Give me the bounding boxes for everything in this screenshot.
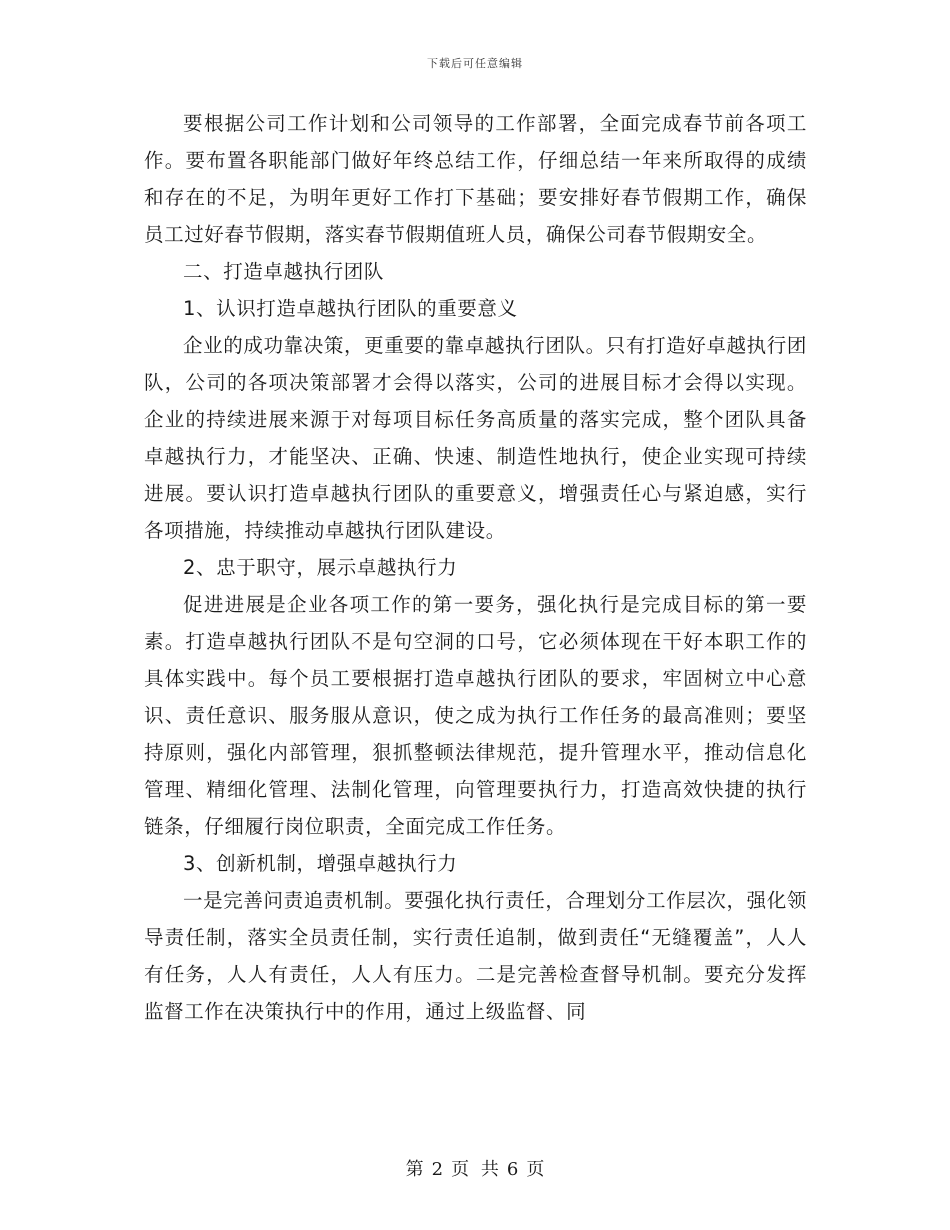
footer-middle: 页 共 — [451, 1159, 499, 1180]
subheading-duty: 2、忠于职守，展示卓越执行力 — [183, 556, 458, 579]
document-body — [144, 105, 807, 1030]
paragraph-importance: 企业的成功靠决策，更重要的靠卓越执行团队。只有打造好卓越执行团队，公司的各项决策部署才会得以落实，公司的进展目标才会得以实现。企业的持续进展来源于对每项目标任务高质量的落实完成，整个团队具备卓越执行力，才能坚决、正确、快速、制造性地执行，使企业实现可持续进展。要认识打造卓越执行团队的重要意义，增强责任心与紧迫感，实行各项措施，持续推动卓越执行团队建设。 — [144, 334, 807, 542]
paragraph-spring-festival-work: 要根据公司工作计划和公司领导的工作部署，全面完成春节前各项工作。要布置各职能部门做好年终总结工作，仔细总结一年来所取得的成绩和存在的不足，为明年更好工作打下基础；要安排好春节假期工作，确保员工过好春节假期，落实春节假期值班人员，确保公司春节假期安全。 — [144, 112, 807, 246]
footer-prefix: 第 — [405, 1159, 424, 1180]
footer-suffix: 页 — [526, 1159, 545, 1180]
page-footer — [0, 1155, 950, 1181]
section-heading-execution-team: 二、打造卓越执行团队 — [183, 260, 385, 283]
subheading-importance: 1、认识打造卓越执行团队的重要意义 — [183, 297, 518, 320]
page-header: 下载后可任意编辑 — [427, 57, 523, 70]
paragraph-duty: 促进进展是企业各项工作的第一要务，强化执行是完成目标的第一要素。打造卓越执行团队不是句空洞的口号，它必须体现在干好本职工作的具体实践中。每个员工要根据打造卓越执行团队的要求，牢固树立中心意识、责任意识、服务服从意识，使之成为执行工作任务的最高准则；要坚持原则，强化内部管理，狠抓整顿法律规范，提升管理水平，推动信息化管理、精细化管理、法制化管理，向管理要执行力，打造高效快捷的执行链条，仔细履行岗位职责，全面完成工作任务。 — [144, 593, 807, 838]
footer-total-pages: 6 — [506, 1159, 519, 1180]
footer-page-number: 2 — [431, 1159, 444, 1180]
subheading-mechanism: 3、创新机制，增强卓越执行力 — [183, 852, 458, 875]
paragraph-mechanism: 一是完善问责追责机制。要强化执行责任，合理划分工作层次，强化领导责任制，落实全员责任制，实行责任追制，做到责任“无缝覆盖”，人人有任务，人人有责任，人人有压力。二是完善检查督导机制。要充分发挥监督工作在决策执行中的作用，通过上级监督、同 — [144, 889, 807, 1023]
